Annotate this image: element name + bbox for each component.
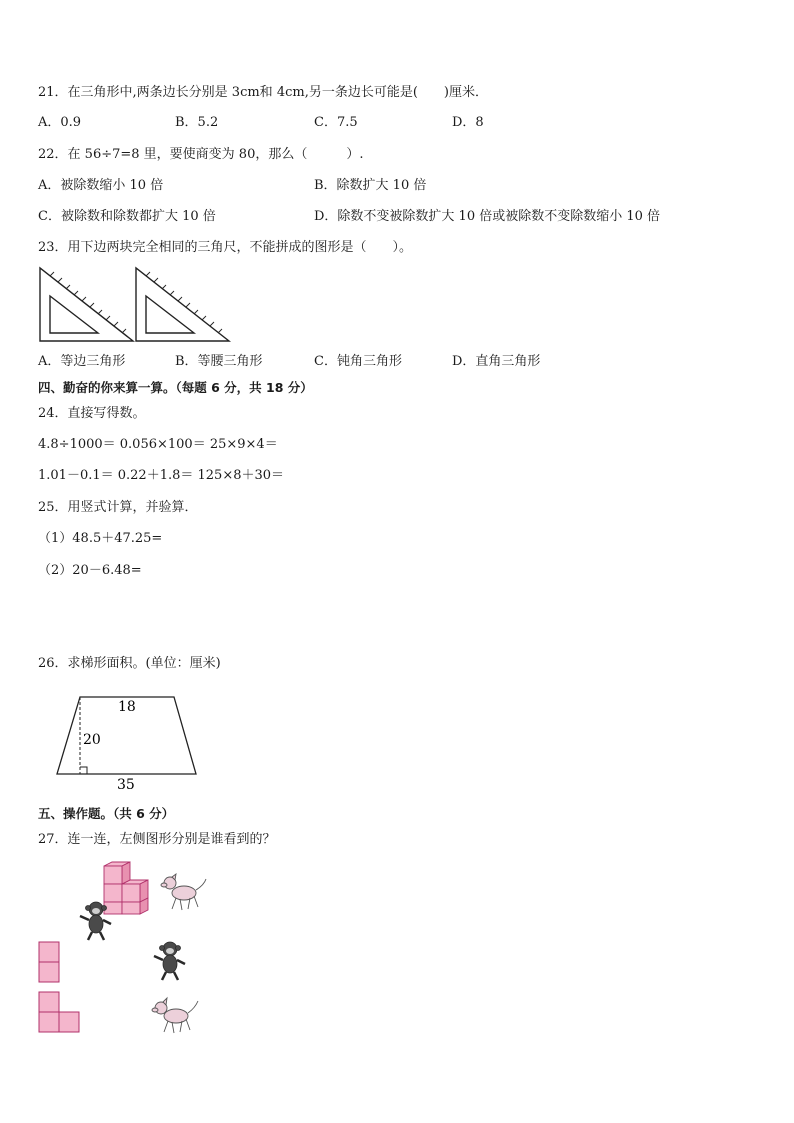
trapezoid-height-label: 20: [83, 732, 101, 748]
q25-item-2: （2）20－6.48=: [38, 563, 142, 578]
q23-option-a[interactable]: A．等边三角形: [38, 354, 126, 369]
triangle-ruler-left: [40, 268, 133, 341]
dog-icon: [150, 996, 200, 1036]
q22-option-d[interactable]: D．除数不变被除数扩大 10 倍或被除数不变除数缩小 10 倍: [314, 209, 661, 224]
q23-option-b[interactable]: B．等腰三角形: [175, 354, 263, 369]
view-shape-vertical: [38, 940, 62, 986]
trapezoid-top-label: 18: [118, 699, 136, 715]
q24-stem: 24．直接写得数。: [38, 406, 146, 421]
q21-option-b[interactable]: B．5.2: [175, 115, 219, 130]
q21-option-a[interactable]: A．0.9: [38, 115, 82, 130]
monkey-icon: [76, 900, 116, 942]
trapezoid-bottom-label: 35: [117, 777, 135, 793]
trapezoid-figure: [54, 694, 204, 794]
view-shape-l: [38, 990, 86, 1036]
q24-row-1: 4.8÷1000＝ 0.056×100＝ 25×9×4＝: [38, 437, 278, 452]
q27-stem: 27．连一连，左侧图形分别是谁看到的？: [38, 832, 276, 847]
right-angle-mark: [80, 767, 87, 774]
q21-stem: 21．在三角形中,两条边长分别是 3cm和 4cm,另一条边长可能是( )厘米．: [38, 85, 488, 100]
q25-stem: 25．用竖式计算，并验算．: [38, 500, 198, 515]
q22-option-b[interactable]: B．除数扩大 10 倍: [314, 178, 427, 193]
dog-icon: [160, 873, 208, 913]
triangle-ruler-right: [136, 268, 229, 341]
q22-stem: 22．在 56÷7=8 里，要使商变为 80，那么（ ）.: [38, 147, 364, 162]
q23-option-c[interactable]: C．钝角三角形: [314, 354, 402, 369]
section5-heading: 五、操作题。（共 6 分）: [38, 806, 175, 821]
q22-option-a[interactable]: A．被除数缩小 10 倍: [38, 178, 164, 193]
q24-row-2: 1.01－0.1＝ 0.22＋1.8＝ 125×8＋30＝: [38, 468, 285, 483]
q21-option-d[interactable]: D．8: [452, 115, 484, 130]
triangle-rulers-figure: [38, 266, 233, 344]
q26-stem: 26．求梯形面积。(单位：厘米): [38, 656, 221, 671]
section4-heading: 四、勤奋的你来算一算。（每题 6 分，共 18 分）: [38, 380, 313, 395]
q22-option-c[interactable]: C．被除数和除数都扩大 10 倍: [38, 209, 216, 224]
monkey-icon: [150, 940, 190, 982]
q23-option-d[interactable]: D．直角三角形: [452, 354, 541, 369]
q23-stem: 23．用下边两块完全相同的三角尺，不能拼成的图形是（ ）。: [38, 240, 413, 255]
q21-option-c[interactable]: C．7.5: [314, 115, 358, 130]
q25-item-1: （1）48.5＋47.25=: [38, 531, 163, 546]
